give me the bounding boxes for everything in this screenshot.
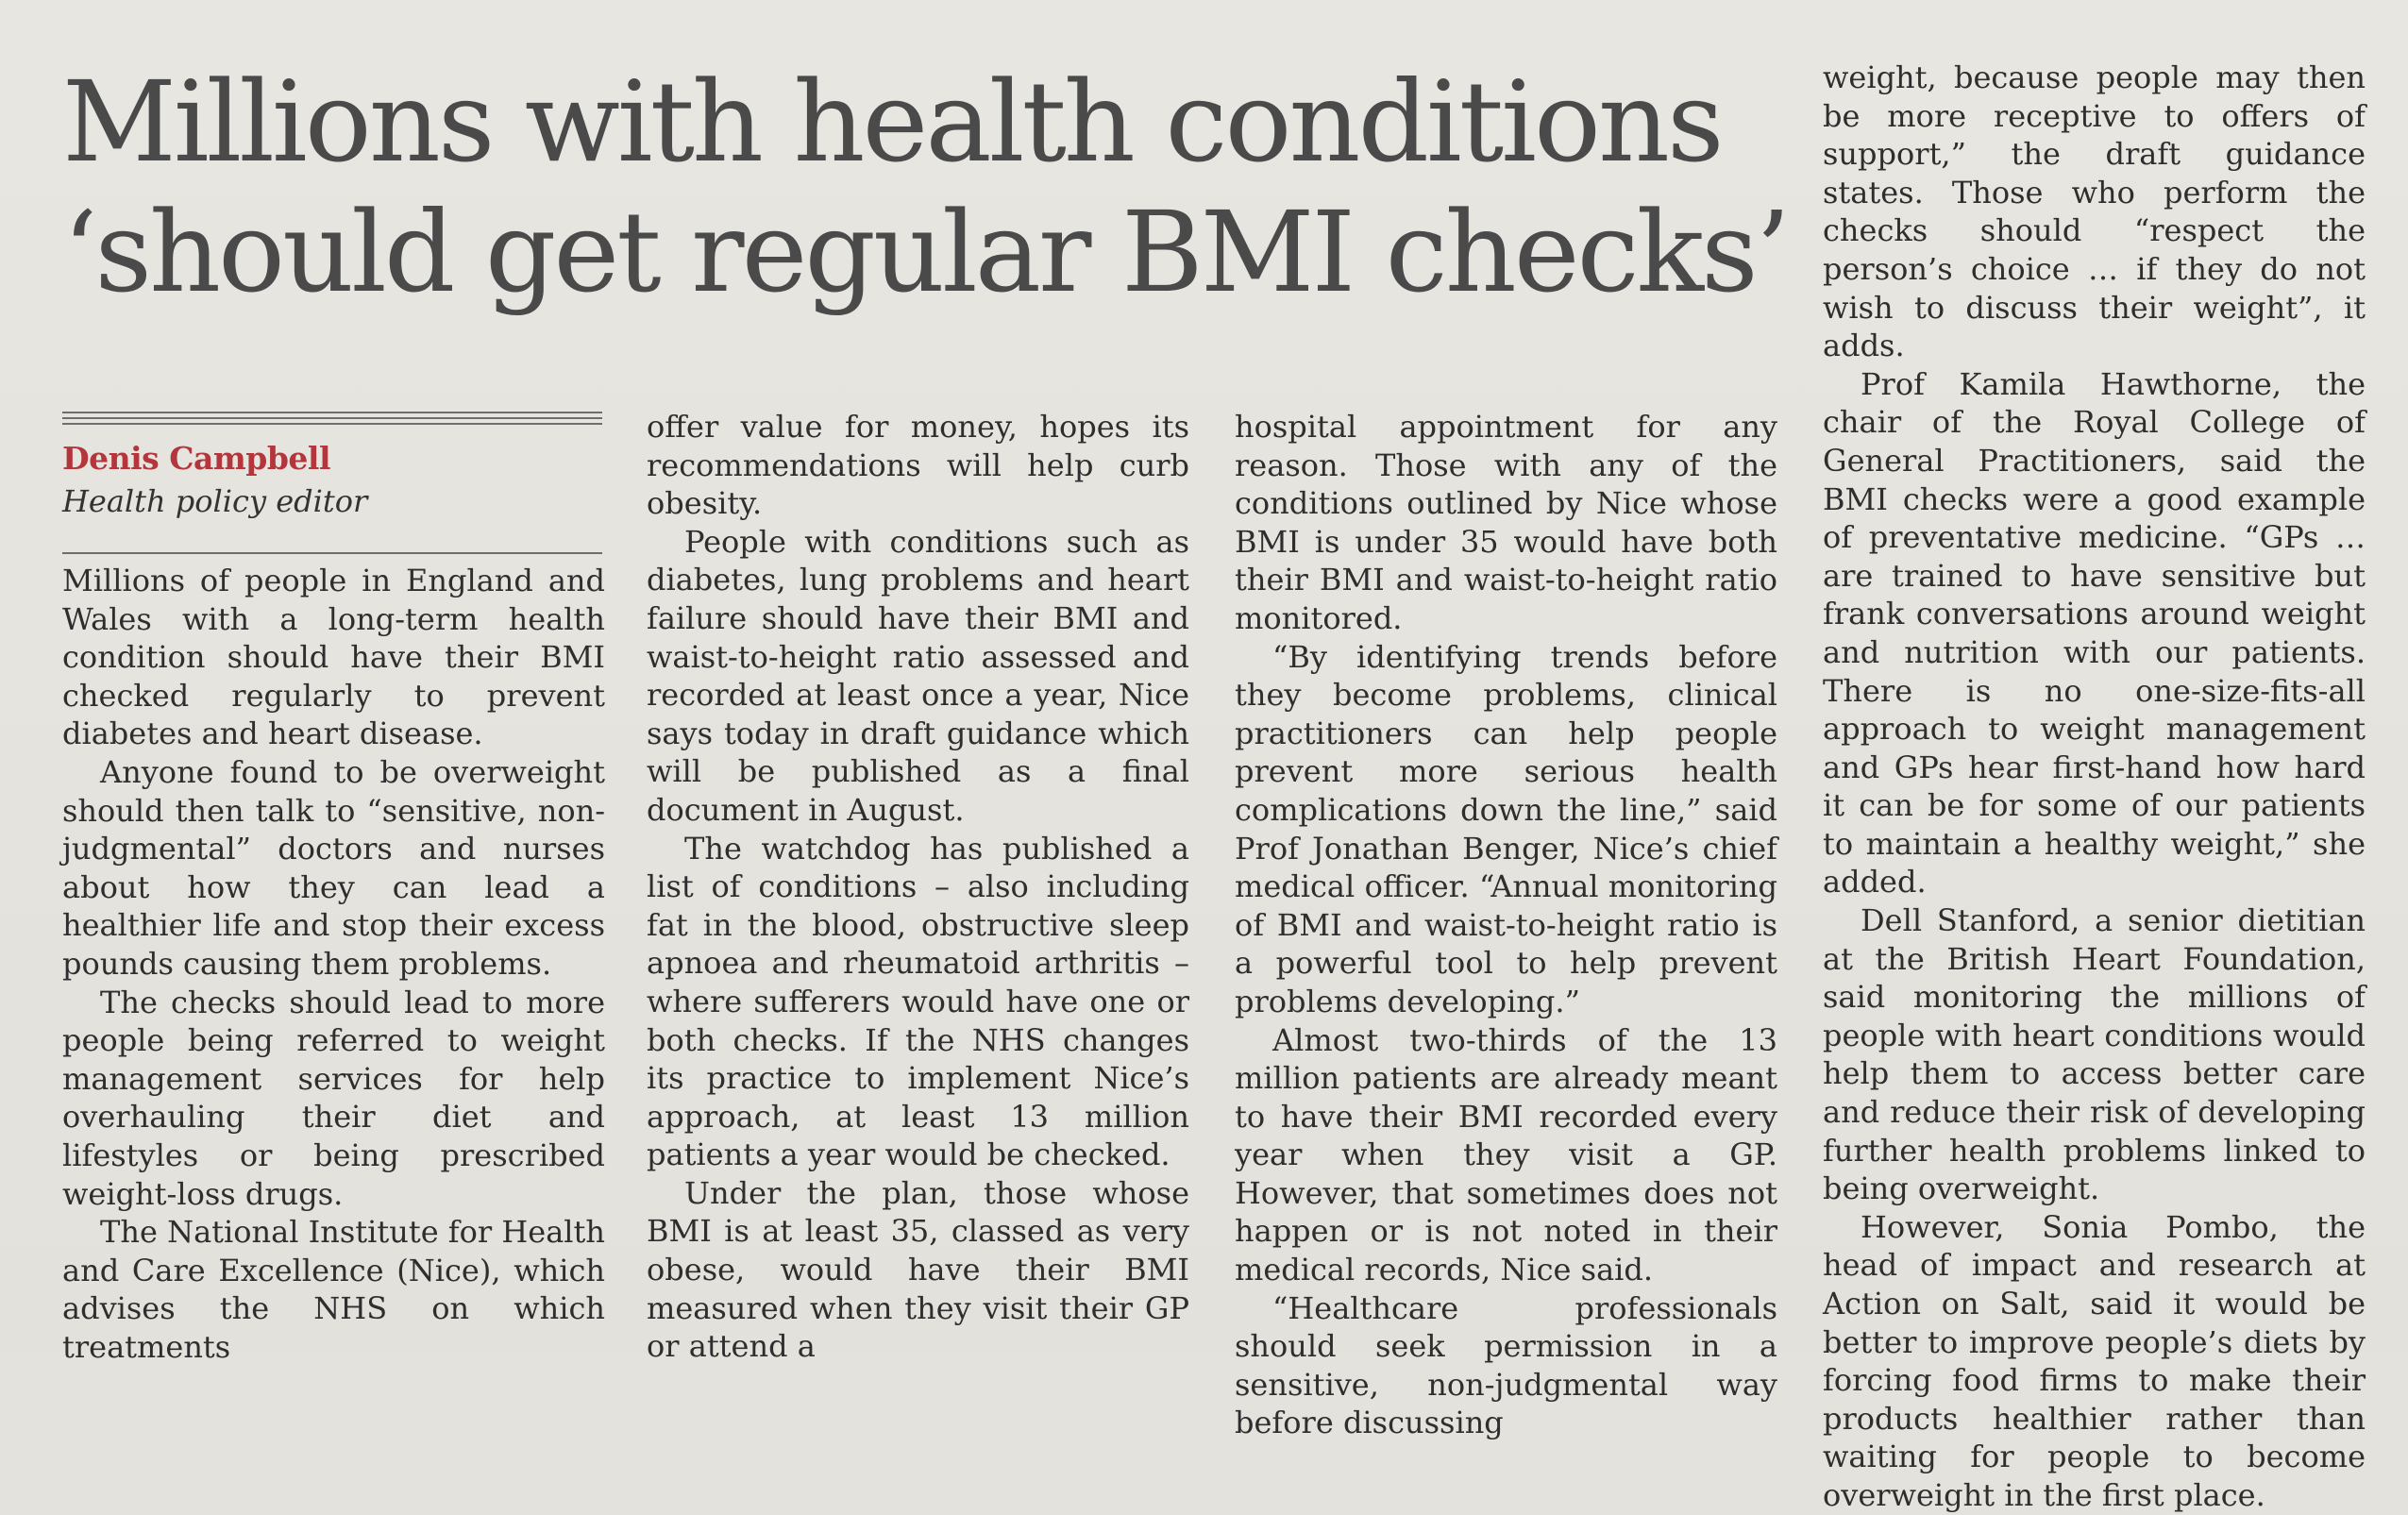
author-role: Health policy editor bbox=[62, 483, 368, 519]
column-4 bbox=[1823, 59, 2366, 1515]
headline-line-1: Millions with health conditions bbox=[62, 57, 1722, 187]
paragraph: People with conditions such as diabetes, lung problems and heart failure should have their BMI and waist-to-height ratio assessed and recorded at least once a year, Nice says today in draft guidance which will be published as a final document in August. bbox=[647, 523, 1189, 828]
paragraph: Millions of people in England and Wales with a long-term health condition should have their BMI checked regularly to prevent diabetes and heart disease. bbox=[62, 563, 605, 752]
byline-rules bbox=[62, 412, 602, 429]
paragraph: offer value for money, hopes its recommendations will help curb obesity. bbox=[647, 409, 1189, 522]
paragraph: Under the plan, those whose BMI is at least 35, classed as very obese, would have their BMI measured when they visit their GP or attend a bbox=[647, 1174, 1189, 1365]
paragraph: “Healthcare professionals should seek permission in a sensitive, non-judgmental way before discussing bbox=[1235, 1289, 1777, 1441]
headline-line-2: ‘should get regular BMI checks’ bbox=[62, 187, 1789, 317]
paragraph: Dell Stanford, a senior dietitian at the British Heart Foundation, said monitoring the millions of people with heart conditions would help them to access better care and reduce their risk of developing further health problems linked to being overweight. bbox=[1823, 902, 2366, 1207]
paragraph: hospital appointment for any reason. Those with any of the conditions outlined by Nice whose BMI is under 35 would have both their BMI and waist-to-height ratio monitored. bbox=[1235, 409, 1777, 636]
paragraph: Anyone found to be overweight should then talk to “sensitive, non-judgmental” doctors and nurses about how they can lead a healthier life and stop their excess pounds causing them problems. bbox=[62, 753, 605, 982]
paragraph: However, Sonia Pombo, the head of impact and research at Action on Salt, said it would be better to improve people’s diets by forcing food firms to make their products healthier rather than waiting for people to become overweight in the first place. bbox=[1823, 1208, 2366, 1513]
paragraph: weight, because people may then be more receptive to offers of support,” the draft guidance states. Those who perform the checks should “respect the person’s choice … if they do not wish to discuss their weight”, it adds. bbox=[1823, 59, 2366, 364]
column-2 bbox=[647, 408, 1189, 1366]
column-1 bbox=[62, 562, 605, 1366]
paragraph: Prof Kamila Hawthorne, the chair of the Royal College of General Practitioners, said the BMI checks were a good example of preventative medicine. “GPs … are trained to have sensitive but frank conversations around weight and nutrition with our patients. There is no one-size-fits-all approach to weight management and GPs hear first-hand how hard it can be for some of our patients to maintain a healthy weight,” she added. bbox=[1823, 365, 2366, 901]
author-name: Denis Campbell bbox=[62, 440, 330, 477]
paragraph: The checks should lead to more people being referred to weight management services for help overhauling their diet and lifestyles or being prescribed weight-loss drugs. bbox=[62, 984, 605, 1212]
headline bbox=[62, 57, 1809, 317]
paragraph: The National Institute for Health and Care Excellence (Nice), which advises the NHS on which treatments bbox=[62, 1214, 605, 1365]
column-3 bbox=[1235, 408, 1777, 1442]
paragraph: Almost two-thirds of the 13 million patients are already meant to have their BMI recorded every year when they visit a GP. However, that sometimes does not happen or is not noted in their medical records, Nice said. bbox=[1235, 1021, 1777, 1288]
byline-divider bbox=[62, 552, 602, 554]
paragraph: “By identifying trends before they become problems, clinical practitioners can help people prevent more serious health complications down the line,” said Prof Jonathan Benger, Nice’s chief medical officer. “Annual monitoring of BMI and waist-to-height ratio is a powerful tool to help prevent problems developing.” bbox=[1235, 638, 1777, 1019]
paragraph: The watchdog has published a list of conditions – also including fat in the blood, obstructive sleep apnoea and rheumatoid arthritis – where sufferers would have one or both checks. If the NHS changes its practice to implement Nice’s approach, at least 13 million patients a year would be checked. bbox=[647, 830, 1189, 1173]
